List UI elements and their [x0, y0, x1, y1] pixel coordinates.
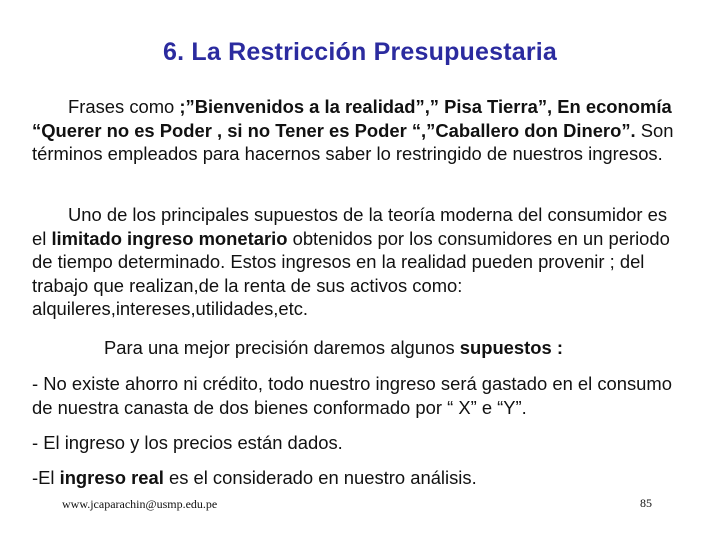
paragraph-assumptions-intro	[104, 336, 684, 360]
assumption-3-bold: ingreso real	[59, 467, 164, 488]
paragraph-phrases-quotes: ;”Bienvenidos a la realidad”,” Pisa Tierra”, En economía “Querer no es Poder , si no Tener es Poder “,”Caballero don Dinero”.	[32, 96, 672, 141]
paragraph-phrases	[32, 95, 682, 166]
assumption-3	[32, 466, 682, 490]
paragraph-phrases-text-2: Son términos empleados para hacernos saber lo restringido de nuestros ingresos.	[32, 119, 674, 164]
paragraph-consumer-emphasis: limitado ingreso monetario	[51, 227, 288, 249]
paragraph-consumer-text-1: Uno de los principales supuestos de la teoría moderna del consumidor es el	[32, 204, 668, 249]
assumption-3-text-1: -El	[32, 467, 60, 488]
paragraph-consumer-theory	[32, 203, 682, 321]
assumption-1: - No existe ahorro ni crédito, todo nuestro ingreso será gastado en el consumo de nuestra canasta de dos bienes conformado por “ X” e “Y”.	[32, 373, 672, 418]
paragraph-consumer-text-2: obtenidos por los consumidores en un periodo de tiempo determinado. Estos ingresos en la realidad pueden provenir ; del trabajo que realizan,de la renta de sus activos como: alquileres,intereses,utilidades,etc.	[32, 227, 670, 319]
page-number: 85	[640, 496, 652, 510]
paragraph-phrases-text-1: Frases como	[68, 96, 180, 117]
slide-title: 6. La Restricción Presupuestaria	[162, 38, 558, 66]
assumptions-intro-text: Para una mejor precisión daremos algunos	[104, 337, 460, 358]
assumption-2: - El ingreso y los precios están dados.	[32, 432, 343, 453]
footer-email: www.jcaparachin@usmp.edu.pe	[62, 497, 218, 511]
assumptions-intro-bold: supuestos :	[459, 337, 563, 358]
assumption-3-text-2: es el considerado en nuestro análisis.	[163, 467, 477, 488]
